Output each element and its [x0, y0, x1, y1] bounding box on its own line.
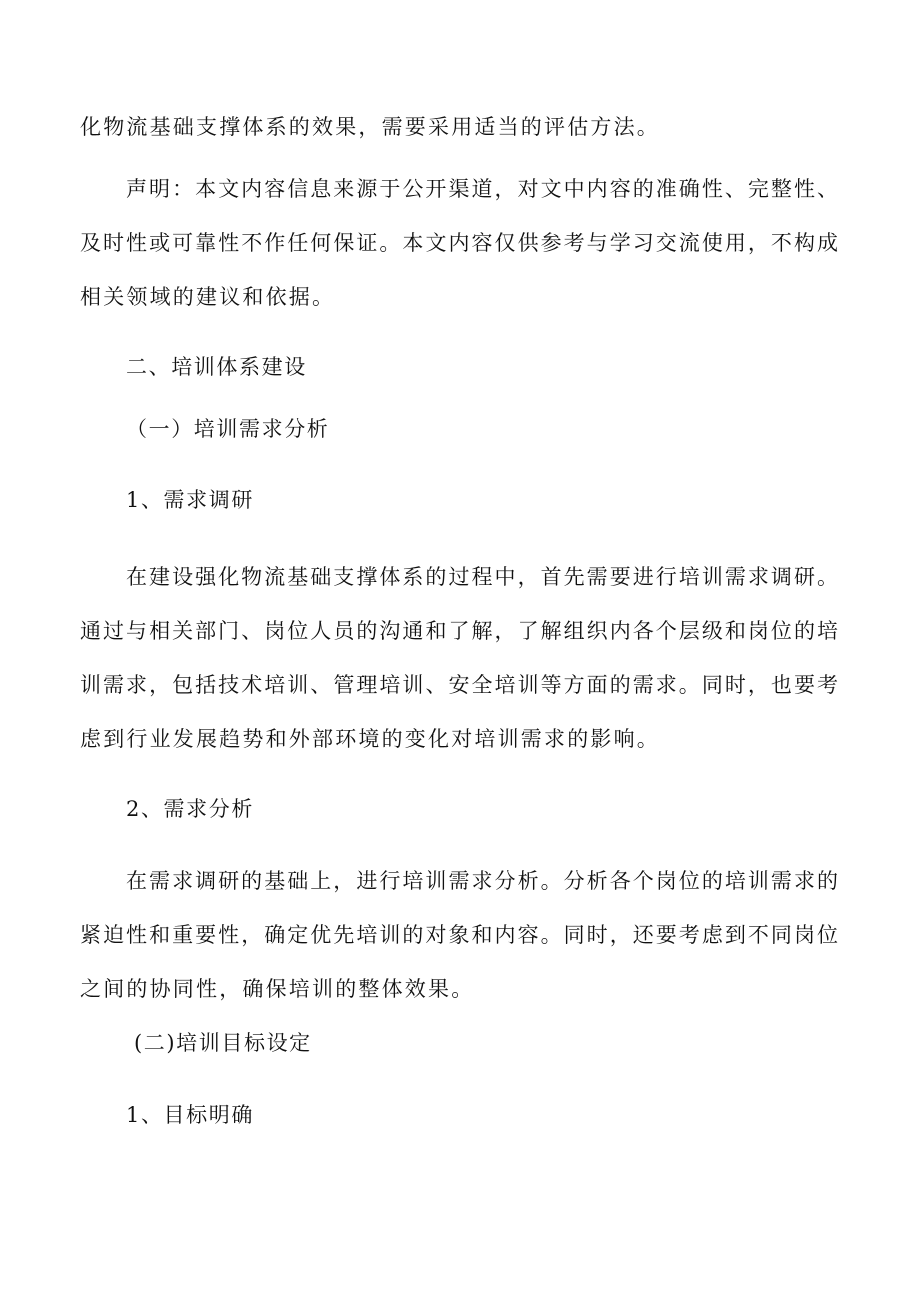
subsection-2-title: (二)培训目标设定 [134, 1031, 312, 1055]
item-1-line-4: 虑到行业发展趋势和外部环境的变化对培训需求的影响。 [80, 727, 660, 751]
item-2-line-3: 之间的协同性，确保培训的整体效果。 [80, 977, 475, 1001]
item-2-line-2: 紧迫性和重要性，确定优先培训的对象和内容。同时，还要考虑到不同岗位 [80, 923, 838, 947]
item-1-heading: 1、需求调研 [126, 488, 254, 512]
disclaimer-line-2: 及时性或可靠性不作任何保证。本文内容仅供参考与学习交流使用，不构成 [80, 231, 838, 255]
item-2-line-1: 在需求调研的基础上，进行培训需求分析。分析各个岗位的培训需求的 [126, 869, 838, 893]
subsection-1-title: （一）培训需求分析 [126, 417, 330, 441]
item-1-line-3: 训需求，包括技术培训、管理培训、安全培训等方面的需求。同时，也要考 [80, 673, 838, 697]
subsection-2-item-1-heading: 1、目标明确 [126, 1103, 254, 1127]
item-1-line-2: 通过与相关部门、岗位人员的沟通和了解，了解组织内各个层级和岗位的培 [80, 619, 838, 643]
intro-line-1: 化物流基础支撑体系的效果，需要采用适当的评估方法。 [80, 115, 660, 139]
section-title: 二、培训体系建设 [126, 355, 307, 379]
disclaimer-line-3: 相关领域的建议和依据。 [80, 285, 336, 309]
disclaimer-line-1: 声明：本文内容信息来源于公开渠道，对文中内容的准确性、完整性、 [126, 177, 838, 201]
item-2-heading: 2、需求分析 [126, 797, 254, 821]
item-1-line-1: 在建设强化物流基础支撑体系的过程中，首先需要进行培训需求调研。 [126, 565, 838, 589]
